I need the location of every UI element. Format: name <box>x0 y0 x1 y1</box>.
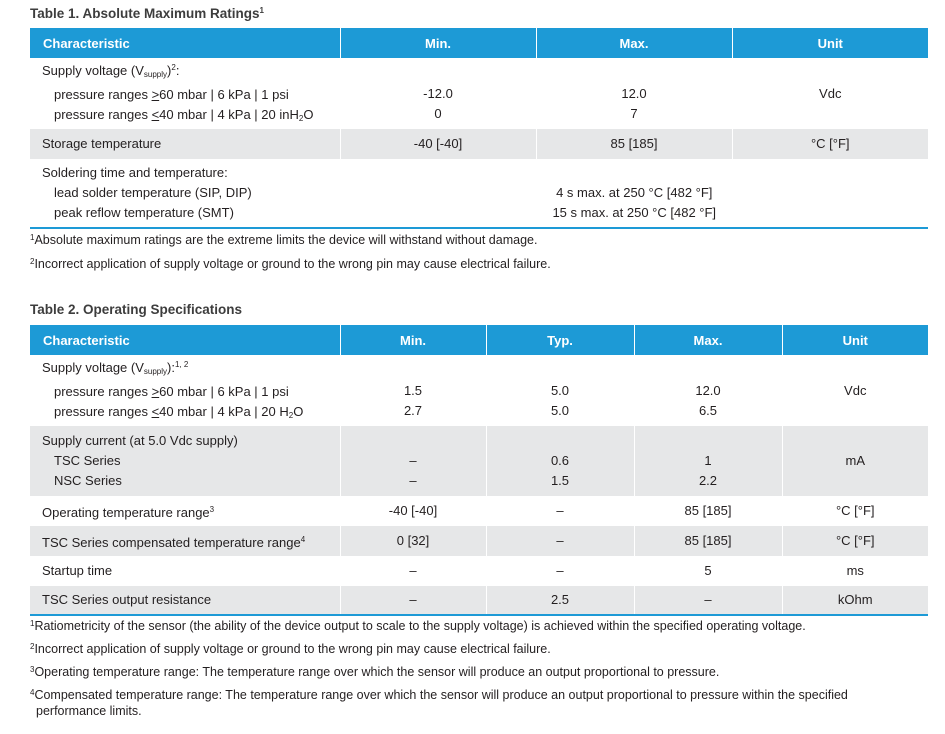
operating-temperature-label: Operating temperature range$^3$ <box>30 496 340 526</box>
table2-footnote-3: $^3$Operating temperature range: The temperature range over which the sensor will produce an output proportional to pressure. <box>30 665 720 679</box>
header-unit: Unit <box>782 325 928 355</box>
operating-specifications-table <box>30 325 928 616</box>
compensated-temperature-min: 0 [32] <box>340 526 486 556</box>
supply-voltage-label: Supply voltage $(V_{supply}):^{1, 2}$ pressure ranges >60 mbar | 6 kPa | 1 psi pressure ranges <40 mbar | 4 kPa | 20 $H_2O$ <box>30 355 340 426</box>
soldering-label: Soldering time and temperature: lead solder temperature (SIP, DIP) peak reflow temperature (SMT) <box>30 159 340 228</box>
supply-voltage-label: Supply voltage $(V_{supply})^2$: pressure ranges >60 mbar | 6 kPa | 1 psi pressure ranges <40 mbar | 4 kPa | 20 inH$_2$O <box>30 58 340 129</box>
storage-temperature-max: 85 [185] <box>536 129 732 159</box>
table1-footnote-1: $^1$Absolute maximum ratings are the extreme limits the device will withstand without damage. <box>30 233 538 247</box>
table2-footnote-4-continued: performance limits. <box>36 704 142 718</box>
table-row <box>30 586 928 615</box>
table-row <box>30 355 928 426</box>
supply-voltage-max: 12.0 6.5 <box>634 355 782 426</box>
supply-voltage-max: 12.0 7 <box>536 58 732 129</box>
table2-footnote-1: $^1$Ratiometricity of the sensor (the ability of the device output to scale to the supply voltage) is achieved within the specified operating voltage. <box>30 619 806 633</box>
output-resistance-typ: 2.5 <box>486 586 634 615</box>
header-characteristic: Characteristic <box>30 28 340 58</box>
startup-time-min: – <box>340 556 486 586</box>
header-characteristic: Characteristic <box>30 325 340 355</box>
output-resistance-max: – <box>634 586 782 615</box>
table2-title: Table 2. Operating Specifications <box>30 302 243 317</box>
supply-current-label: Supply current (at 5.0 Vdc supply) TSC Series NSC Series <box>30 426 340 496</box>
startup-time-typ: – <box>486 556 634 586</box>
supply-current-unit: mA <box>782 426 928 496</box>
supply-voltage-typ: 5.0 5.0 <box>486 355 634 426</box>
supply-voltage-unit: Vdc <box>782 355 928 426</box>
storage-temperature-unit: °C [°F] <box>732 129 928 159</box>
supply-voltage-min: 1.5 2.7 <box>340 355 486 426</box>
table-row <box>30 129 928 159</box>
supply-current-typ: 0.6 1.5 <box>486 426 634 496</box>
table-row <box>30 58 928 129</box>
soldering-values: 4 s max. at 250 °C [482 °F] 15 s max. at 250 °C [482 °F] <box>340 159 928 228</box>
compensated-temperature-label: TSC Series compensated temperature range$^4$ <box>30 526 340 556</box>
storage-temperature-min: -40 [-40] <box>340 129 536 159</box>
compensated-temperature-unit: °C [°F] <box>782 526 928 556</box>
table-header-row <box>30 28 928 58</box>
table-row <box>30 159 928 228</box>
table-row <box>30 556 928 586</box>
supply-voltage-min: -12.0 0 <box>340 58 536 129</box>
supply-voltage-unit: Vdc <box>732 58 928 129</box>
header-max: Max. <box>634 325 782 355</box>
operating-temperature-max: 85 [185] <box>634 496 782 526</box>
operating-temperature-min: -40 [-40] <box>340 496 486 526</box>
header-max: Max. <box>536 28 732 58</box>
output-resistance-label: TSC Series output resistance <box>30 586 340 615</box>
operating-temperature-unit: °C [°F] <box>782 496 928 526</box>
supply-current-max: 1 2.2 <box>634 426 782 496</box>
header-unit: Unit <box>732 28 928 58</box>
table2-footnote-2: $^2$Incorrect application of supply voltage or ground to the wrong pin may cause electrical failure. <box>30 642 551 656</box>
header-min: Min. <box>340 325 486 355</box>
header-min: Min. <box>340 28 536 58</box>
table-header-row <box>30 325 928 355</box>
startup-time-label: Startup time <box>30 556 340 586</box>
operating-temperature-typ: – <box>486 496 634 526</box>
compensated-temperature-max: 85 [185] <box>634 526 782 556</box>
absolute-maximum-ratings-table <box>30 28 928 229</box>
output-resistance-min: – <box>340 586 486 615</box>
compensated-temperature-typ: – <box>486 526 634 556</box>
startup-time-max: 5 <box>634 556 782 586</box>
supply-current-min: – – <box>340 426 486 496</box>
table-row <box>30 526 928 556</box>
table2-footnote-4: $^4$Compensated temperature range: The temperature range over which the sensor will produce an output proportional to pressure within the specified <box>30 688 848 702</box>
table1-title: Table 1. Absolute Maximum Ratings$^1$ <box>30 6 264 21</box>
table1-footnote-2: $^2$Incorrect application of supply voltage or ground to the wrong pin may cause electrical failure. <box>30 257 551 271</box>
header-typ: Typ. <box>486 325 634 355</box>
storage-temperature-label: Storage temperature <box>30 129 340 159</box>
table-row <box>30 426 928 496</box>
table-row <box>30 496 928 526</box>
output-resistance-unit: kOhm <box>782 586 928 615</box>
startup-time-unit: ms <box>782 556 928 586</box>
